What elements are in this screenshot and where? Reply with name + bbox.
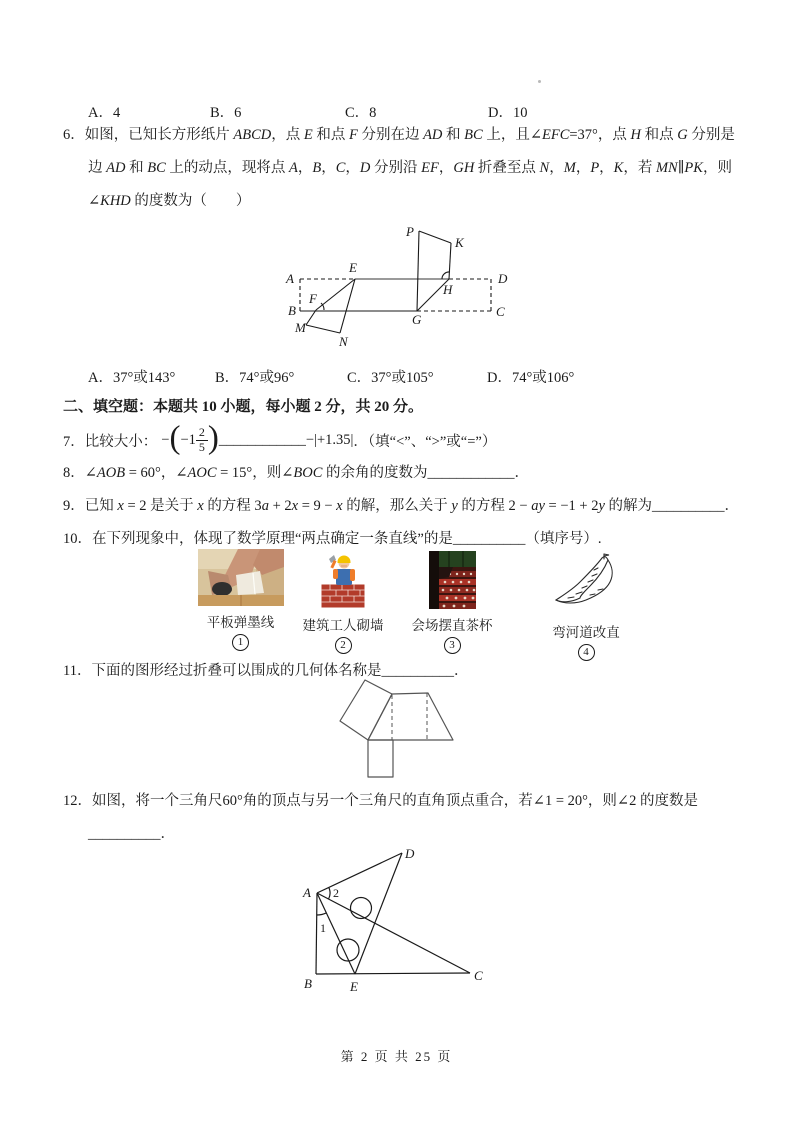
fig12-angle1-label: 1 (320, 921, 326, 935)
q10-number-1: 1 (232, 634, 249, 651)
q7-row (63, 420, 496, 460)
fig12-label-c: C (474, 968, 483, 983)
q12-text-line1: 12．如图，将一个三角尺60°角的顶点与另一个三角尺的直角顶点重合，若∠1 = 20°，则∠2 的度数是 (63, 793, 698, 809)
fig6-label-f: F (309, 291, 317, 306)
q7-fraction-denominator: 5 (198, 439, 205, 454)
q12-answer-blank: __________． (88, 826, 175, 842)
q10-caption-1: 平板弹墨线 (206, 615, 275, 630)
q10-caption-3: 会场摆直茶杯 (411, 618, 493, 633)
fig6-label-n: N (339, 334, 348, 349)
bricklayer-illustration (320, 551, 366, 609)
q10-card-4 (522, 550, 650, 661)
q5-options-row (0, 101, 793, 123)
fig6-label-g: G (412, 312, 422, 327)
q6-option-c: C．37°或105° (347, 370, 434, 386)
chalk-line-photo (198, 549, 284, 606)
fig6-label-h: H (443, 282, 453, 297)
q7-prefix: 7．比较大小： (63, 433, 158, 450)
q5-option-b: B．6 (210, 105, 242, 121)
q10-number-2: 2 (335, 637, 352, 654)
fig6-label-b: B (288, 303, 296, 318)
q6-option-d: D．74°或106° (487, 370, 575, 386)
q11-net-figure (336, 678, 466, 784)
fig6-label-p: P (406, 224, 414, 239)
q5-option-c: C．8 (345, 105, 377, 121)
fig12-label-d: D (405, 846, 415, 861)
fig6-label-d: D (498, 271, 508, 286)
q5-option-a: A．4 (88, 105, 121, 121)
fig6-label-a: A (286, 271, 294, 286)
section2-heading: 二、填空题：本题共 10 小题，每小题 2 分，共 20 分。 (63, 399, 424, 415)
q7-paren-close: ) (207, 420, 219, 457)
q7-fraction (196, 426, 208, 455)
q11-text: 11．下面的图形经过折叠可以围成的几何体名称是__________． (63, 663, 469, 679)
river-straightening-drawing (546, 550, 626, 616)
q10-number-3: 3 (444, 637, 461, 654)
q6-option-a: A．37°或143° (88, 370, 176, 386)
q6-stem-line3: ∠KHD 的度数为（ ） (88, 193, 251, 209)
q10-caption-4: 弯河道改直 (552, 625, 620, 640)
fig12-angle2-label: 2 (333, 886, 339, 900)
fig12-label-a: A (303, 885, 311, 900)
stray-scan-dot (538, 80, 541, 83)
fig12-label-b: B (304, 976, 312, 991)
q8-text: 8．∠AOB = 60°，∠AOC = 15°，则∠BOC 的余角的度数为____________． (63, 465, 529, 481)
q7-rhs: −|+1.35| (305, 431, 354, 448)
fig6-label-e: E (349, 260, 357, 275)
q9-text: 9．已知 x = 2 是关于 x 的方程 3a + 2x = 9 − x 的解，那么关于 y 的方程 2 − ay = −1 + 2y 的解为__________． (63, 498, 740, 514)
teacups-rows-photo (429, 551, 476, 609)
fig6-label-k: K (455, 235, 464, 250)
fig6-label-c: C (496, 304, 505, 319)
page-footer: 第 2 页 共 25 页 (340, 1049, 453, 1064)
q7-fraction-numerator: 2 (196, 426, 208, 441)
fig12-label-e: E (350, 979, 358, 994)
q10-card-2 (285, 551, 401, 654)
q6-figure (278, 222, 518, 356)
q6-option-b: B．74°或96° (215, 370, 295, 386)
q7-answer-blank: ____________ (218, 431, 306, 448)
q10-card-3 (396, 551, 508, 654)
q12-figure (293, 846, 493, 998)
fig6-label-m: M (295, 320, 306, 335)
q10-text: 10．在下列现象中，体现了数学原理“两点确定一条直线”的是__________（填序号）. (63, 531, 602, 547)
q7-inner-value: −1 (180, 431, 196, 448)
q7-outer-minus: − (161, 431, 170, 448)
q10-number-4: 4 (578, 644, 595, 661)
q10-caption-2: 建筑工人砌墙 (302, 618, 384, 633)
q6-options-row (0, 366, 793, 388)
q6-stem-line2: 边 AD 和 BC 上的动点，现将点 A，B，C，D 分别沿 EF，GH 折叠至点 N，M，P，K，若 MN∥PK，则 (88, 160, 732, 176)
q7-paren-open: ( (169, 420, 181, 457)
q6-stem-line1: 6．如图，已知长方形纸片 ABCD，点 E 和点 F 分别在边 AD 和 BC 上，且∠EFC=37°，点 H 和点 G 分别是 (63, 127, 735, 143)
q7-tail: ．（填“<”、“>”或“=”） (353, 433, 497, 450)
q5-option-d: D．10 (488, 105, 528, 121)
